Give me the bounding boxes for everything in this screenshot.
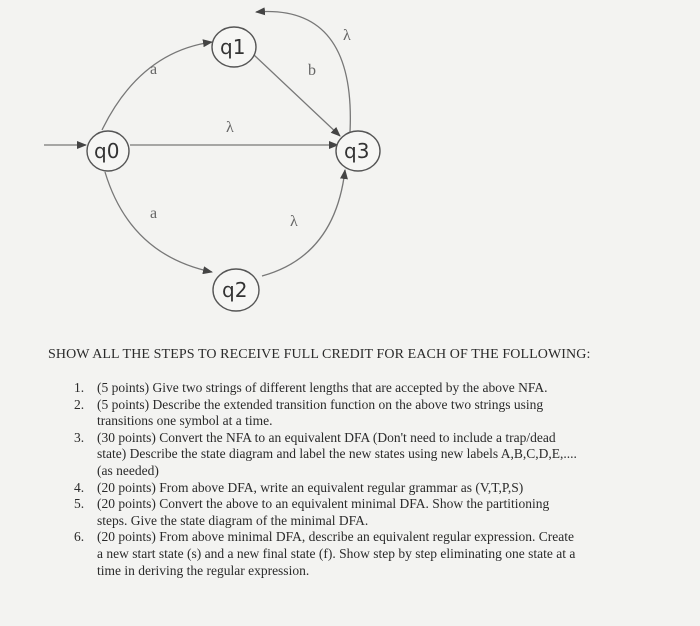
question-3 bbox=[60, 430, 682, 480]
question-text: (30 points) Convert the NFA to an equivalent DFA (Don't need to include a trap/dead bbox=[97, 429, 556, 445]
state-q3 bbox=[336, 131, 380, 171]
svg-text:q0: q0 bbox=[94, 139, 120, 163]
label-q1-q3: b bbox=[308, 62, 316, 79]
question-text: a new start state (s) and a new final state (f). Show step by step eliminating one state at a bbox=[97, 545, 576, 561]
label-q2-q3: λ bbox=[290, 213, 298, 230]
question-text: (5 points) Describe the extended transition function on the above two strings using bbox=[97, 396, 544, 412]
question-text: transitions one symbol at a time. bbox=[97, 413, 273, 429]
question-number: 2. bbox=[74, 396, 85, 412]
question-4 bbox=[60, 480, 682, 497]
label-q0-q3: λ bbox=[226, 119, 234, 136]
question-text: time in deriving the regular expression. bbox=[97, 562, 310, 578]
question-number: 1. bbox=[74, 380, 85, 395]
question-number: 6. bbox=[74, 529, 85, 545]
question-5 bbox=[60, 496, 682, 529]
label-q0-q1: a bbox=[150, 61, 158, 78]
svg-text:q1: q1 bbox=[220, 35, 246, 59]
edge-q0-q1 bbox=[102, 42, 212, 130]
edge-q1-q3 bbox=[254, 55, 340, 136]
svg-text:q2: q2 bbox=[222, 278, 248, 302]
question-6 bbox=[60, 529, 682, 579]
question-text: state) Describe the state diagram and label the new states using new labels A,B,C,D,E,.... bbox=[97, 446, 577, 462]
question-list bbox=[60, 380, 682, 579]
edge-q3-q1 bbox=[256, 12, 350, 132]
instructions-heading: SHOW ALL THE STEPS TO RECEIVE FULL CREDIT FOR EACH OF THE FOLLOWING: bbox=[48, 347, 591, 362]
question-text: (5 points) Give two strings of different lengths that are accepted by the above NFA. bbox=[97, 380, 548, 395]
svg-text:q3: q3 bbox=[344, 139, 370, 163]
question-text: (20 points) Convert the above to an equivalent minimal DFA. Show the partitioning bbox=[97, 496, 550, 512]
question-number: 5. bbox=[74, 496, 85, 512]
label-q3-q1: λ bbox=[343, 27, 351, 44]
edge-q0-q2 bbox=[105, 172, 212, 272]
question-2 bbox=[60, 397, 682, 430]
state-q2 bbox=[213, 269, 259, 311]
question-1 bbox=[60, 380, 682, 397]
state-q0 bbox=[87, 131, 129, 171]
question-text: (as needed) bbox=[97, 462, 159, 478]
question-number: 4. bbox=[74, 479, 85, 495]
question-number: 3. bbox=[74, 429, 85, 445]
state-q1 bbox=[212, 27, 256, 67]
edge-q2-q3 bbox=[262, 170, 345, 276]
question-text: (20 points) From above DFA, write an equivalent regular grammar as (V,T,P,S) bbox=[97, 479, 524, 495]
label-q0-q2: a bbox=[150, 205, 158, 222]
question-text: (20 points) From above minimal DFA, describe an equivalent regular expression. Create bbox=[97, 529, 574, 545]
question-text: steps. Give the state diagram of the minimal DFA. bbox=[97, 512, 369, 528]
